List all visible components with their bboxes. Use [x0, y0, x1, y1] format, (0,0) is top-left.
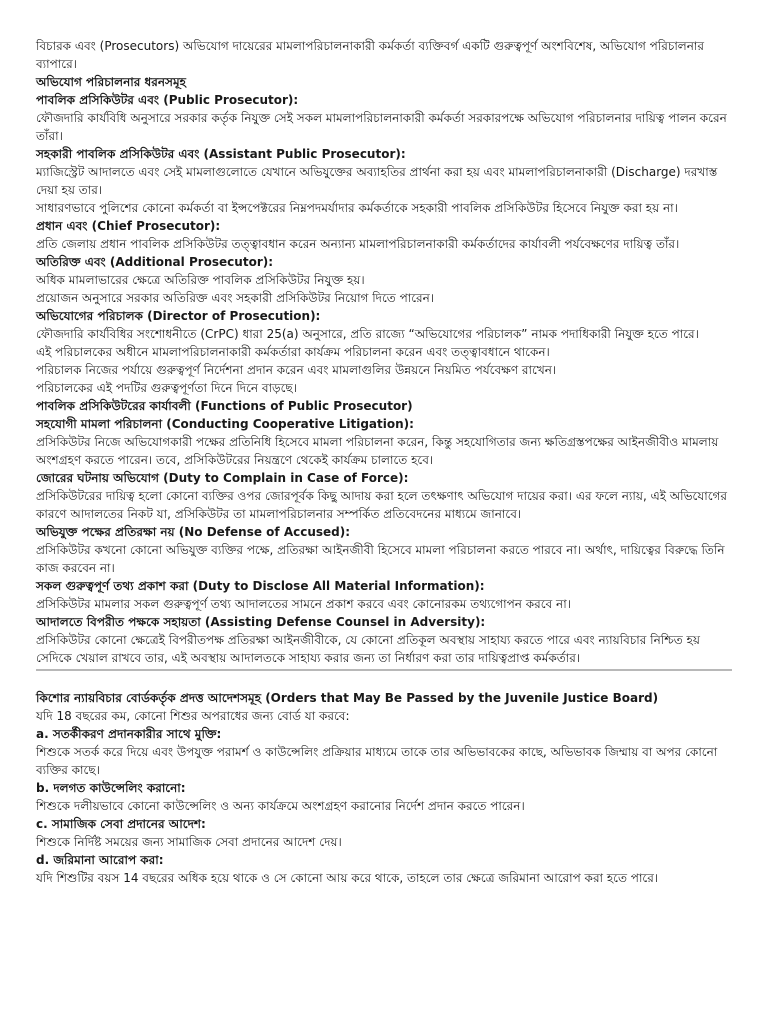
public-prosecutor-text: ফৌজদারি কার্যবিধি অনুসারে সরকার কর্তৃক নিযুক্ত সেই সকল মামলাপরিচালনাকারী কর্মকর্তা সরকারপক্ষে অভিযোগ পরিচালনার দায়িত্ব পালন করেন তাঁরা।: [36, 111, 731, 143]
force-text: প্রসিকিউটরের দায়িত্ব হলো কোনো ব্যক্তির ওপর জোরপূর্বক কিছু আদায় করা হলে তৎক্ষণাৎ অভিযোগ দায়ের করা। এর ফলে ন্যায়, এই অভিযোগের কারণে আদালতের নিকট যা, প্রসিকিউটর তা মামলাপরিচালনার সম্পর্কিত প্রতিবেদনের মাধ্যমে জানাবে।: [36, 489, 731, 521]
intro-paragraph: বিচারক এবং (Prosecutors) অভিযোগ দায়েরের মামলাপরিচালনাকারী কর্মকর্তা ব্যক্তিবর্গ একটি গুরুত্বপূর্ণ অংশবিশেষ, অভিযোগ পরিচালনার ব্যাপারে।: [36, 39, 708, 71]
public-prosecutor-heading: পাবলিক প্রসিকিউটর এবং (Public Prosecutor):: [36, 93, 299, 107]
section-divider: [36, 669, 732, 671]
order-c-heading: c. সামাজিক সেবা প্রদানের আদেশ:: [36, 817, 206, 831]
chief-prosecutor-text: প্রতি জেলায় প্রধান পাবলিক প্রসিকিউটর তত্ত্বাবধান করেন অন্যান্য মামলাপরিচালনাকারী কর্মকর্তাদের কার্যাবলী পর্যবেক্ষণের দায়িত্ব তাঁর।: [36, 237, 680, 251]
assistant-pp-text-1: ম্যাজিস্ট্রেট আদালতে এবং সেই মামলাগুলোতে যেখানে অভিযুক্তের অব্যাহতির প্রার্থনা করা হয় এবং মামলাপরিচালনাকারী (Discharge) দরখাস্ত দেয়া হয় তার।: [36, 165, 722, 197]
additional-prosecutor-heading: অতিরিক্ত এবং (Additional Prosecutor):: [36, 255, 274, 269]
order-b-text: শিশুকে দলীয়ভাবে কোনো কাউন্সেলিং ও অন্য কার্যক্রমে অংশগ্রহণ করানোর নির্দেশ প্রদান করতে পারেন।: [36, 799, 525, 813]
no-defense-text: প্রসিকিউটর কখনো কোনো অভিযুক্ত ব্যক্তির পক্ষে, প্রতিরক্ষা আইনজীবী হিসেবে মামলা পরিচালনা করতে পারবে না। অর্থাৎ, দায়িত্বের বিরুদ্ধে তিনি কাজ করবেন না।: [36, 543, 729, 575]
cooperative-heading: সহযোগী মামলা পরিচালনা (Conducting Cooperative Litigation):: [36, 417, 414, 431]
assistant-pp-text-2: সাধারণভাবে পুলিশের কোনো কর্মকর্তা বা ইন্সপেক্টরের নিম্নপদমর্যাদার কর্মকর্তাকে সহকারী পাবলিক প্রসিকিউটর হিসেবে নিযুক্ত করা হয় না।: [36, 201, 678, 215]
no-defense-heading: অভিযুক্ত পক্ষের প্রতিরক্ষা নয় (No Defense of Accused):: [36, 525, 351, 539]
order-b-heading: b. দলগত কাউন্সেলিং করানো:: [36, 781, 186, 795]
assisting-heading: আদালতে বিপরীত পক্ষকে সহায়তা (Assisting Defense Counsel in Adversity):: [36, 615, 486, 629]
additional-prosecutor-text-1: অধিক মামলাভারের ক্ষেত্রে অতিরিক্ত পাবলিক প্রসিকিউটর নিযুক্ত হয়।: [36, 273, 365, 287]
director-heading: অভিযোগের পরিচালক (Director of Prosecution):: [36, 309, 321, 323]
director-text-1: ফৌজদারি কার্যবিধির সংশোধনীতে (CrPC) ধারা 25(a) অনুসারে, প্রতি রাজ্যে “অভিযোগের পরিচালক” নামক পদাধিকারী নিযুক্ত হতে পারে।: [36, 327, 699, 341]
director-text-3: পরিচালক নিজের পর্যায়ে গুরুত্বপূর্ণ নির্দেশনা প্রদান করেন এবং মামলাগুলির উন্নয়নে নিয়মিত পর্যবেক্ষণ রাখেন।: [36, 363, 557, 377]
section-juvenile-orders: [36, 689, 732, 887]
force-heading: জোরের ঘটনায় অভিযোগ (Duty to Complain in Case of Force):: [36, 471, 409, 485]
functions-heading: পাবলিক প্রসিকিউটরের কার্যাবলী (Functions of Public Prosecutor): [36, 399, 413, 413]
director-text-4: পরিচালকের এই পদটির গুরুত্বপূর্ণতা দিনে দিনে বাড়ছে।: [36, 381, 297, 395]
order-c-text: শিশুকে নির্দিষ্ট সময়ের জন্য সামাজিক সেবা প্রদানের আদেশ দেয়।: [36, 835, 342, 849]
disclose-text: প্রসিকিউটর মামলার সকল গুরুত্বপূর্ণ তথ্য আদালতের সামনে প্রকাশ করবে এবং কোনোরকম তথ্যগোপন করবে না।: [36, 597, 571, 611]
assistant-pp-heading: সহকারী পাবলিক প্রসিকিউটর এবং (Assistant Public Prosecutor):: [36, 147, 406, 161]
order-d-text: যদি শিশুটির বয়স 14 বছরের অধিক হয়ে থাকে ও সে কোনো আয় করে থাকে, তাহলে তার ক্ষেত্রে জরিমানা আরোপ করা হতে পারে।: [36, 871, 659, 885]
order-a-heading: a. সতর্কীকরণ প্রদানকারীর সাথে মুক্তি:: [36, 727, 222, 741]
order-d-heading: d. জরিমানা আরোপ করা:: [36, 853, 164, 867]
assisting-text: প্রসিকিউটর কোনো ক্ষেত্রেই বিপরীতপক্ষ প্রতিরক্ষা আইনজীবীকে, যে কোনো প্রতিকূল অবস্থায় সাহায্য করতে পারে এবং ন্যায়বিচার নিশ্চিত হয় সেদিকে খেয়াল রাখবে তার, এই অবস্থায় আদালতকে সাহায্য করার জন্য তা নির্ধারণ করা তার দায়িত্বপ্রাপ্ত কর্মকর্তার।: [36, 633, 704, 665]
section-prosecutors: [36, 37, 732, 397]
chief-prosecutor-heading: প্রধান এবং (Chief Prosecutor):: [36, 219, 221, 233]
director-text-2: এই পরিচালকের অধীনে মামলাপরিচালনাকারী কর্মকর্তারা কার্যক্রম পরিচালনা করেন এবং তত্ত্বাবধানে থাকেন।: [36, 345, 550, 359]
orders-intro: যদি 18 বছরের কম, কোনো শিশুর অপরাধের জন্য বোর্ড যা করবে:: [36, 709, 350, 723]
types-heading: অভিযোগ পরিচালনার ধরনসমূহ: [36, 75, 186, 89]
order-a-text: শিশুকে সতর্ক করে দিয়ে এবং উপযুক্ত পরামর্শ ও কাউন্সেলিং প্রক্রিয়ার মাধ্যমে তাকে তার অভিভাবকের কাছে, অভিভাবক জিম্মায় বা অপর কোনো ব্যক্তির কাছে।: [36, 745, 722, 777]
additional-prosecutor-text-2: প্রয়োজন অনুসারে সরকার অতিরিক্ত এবং সহকারী প্রসিকিউটর নিয়োগ দিতে পারেন।: [36, 291, 435, 305]
disclose-heading: সকল গুরুত্বপূর্ণ তথ্য প্রকাশ করা (Duty to Disclose All Material Information):: [36, 579, 485, 593]
cooperative-text: প্রসিকিউটর নিজে অভিযোগকারী পক্ষের প্রতিনিধি হিসেবে মামলা পরিচালনা করেন, কিন্তু সহযোগিতার জন্য ক্ষতিগ্রস্তপক্ষের আইনজীবীও মামলায় অংশগ্রহণ করতে পারেন। তবে, প্রসিকিউটরের নিয়ন্ত্রণে থেকেই কার্যক্রম চালাতে হবে।: [36, 435, 723, 467]
orders-heading: কিশোর ন্যায়বিচার বোর্ডকর্তৃক প্রদত্ত আদেশসমূহ (Orders that May Be Passed by the Juvenile Justice Board): [36, 691, 659, 705]
section-functions: [36, 397, 732, 667]
